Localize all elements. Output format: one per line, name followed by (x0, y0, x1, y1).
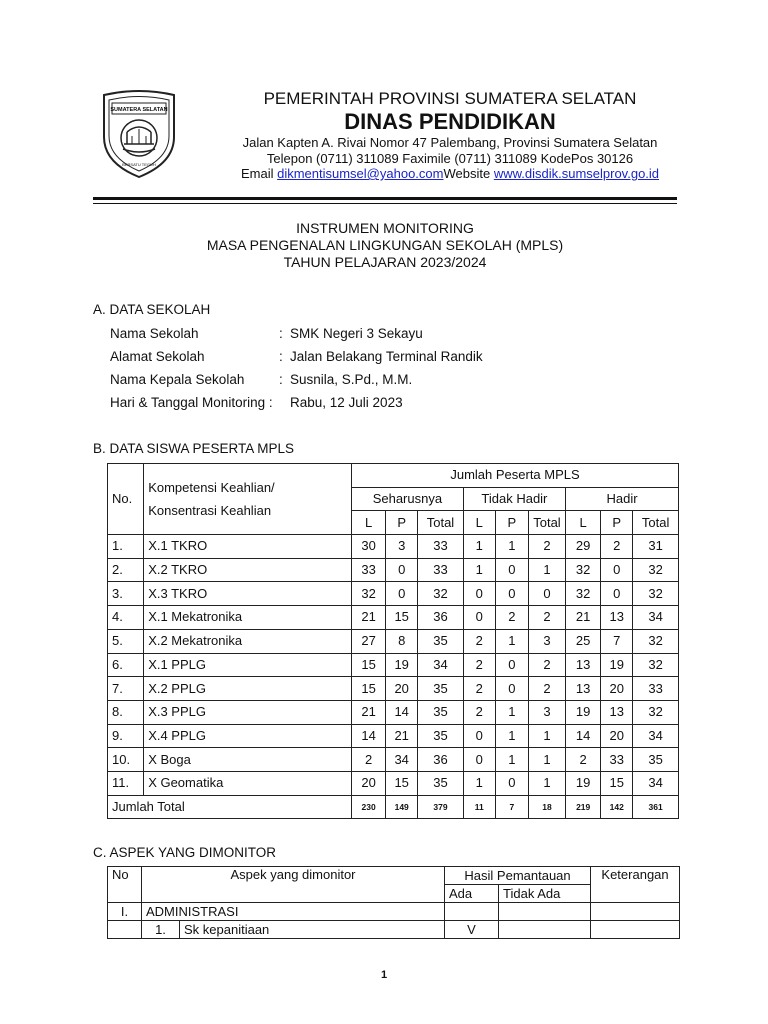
principal-colon: : (279, 372, 283, 387)
row-value: 13 (566, 677, 601, 701)
aspect-item-no: 1. (142, 921, 180, 939)
sub-seharusnya: Seharusnya (352, 487, 464, 511)
table-row (108, 653, 679, 677)
student-data-table (107, 463, 679, 819)
table-row (108, 558, 679, 582)
row-value: 1 (463, 558, 495, 582)
row-value: 35 (633, 748, 679, 772)
aspect-col-ket: Keterangan (591, 867, 680, 903)
total-value: 361 (633, 795, 679, 819)
row-value: 2 (463, 629, 495, 653)
row-value: 27 (352, 629, 386, 653)
aspect-col-tidak-ada: Tidak Ada (499, 885, 591, 903)
row-value: 0 (495, 653, 528, 677)
doc-title-line2: MASA PENGENALAN LINGKUNGAN SEKOLAH (MPLS) (206, 237, 564, 253)
aspect-col-name: Aspek yang dimonitor (142, 867, 445, 903)
monitoring-date-label: Hari & Tanggal Monitoring : (110, 395, 273, 410)
row-value: 15 (601, 771, 633, 795)
col-p: P (386, 511, 418, 535)
school-address-value: Jalan Belakang Terminal Randik (290, 349, 483, 364)
row-value: 35 (418, 629, 464, 653)
row-value: 19 (566, 771, 601, 795)
header-rule-thin (93, 203, 677, 204)
aspect-group-ada (445, 903, 499, 921)
row-no: 8. (108, 700, 144, 724)
row-value: 19 (386, 653, 418, 677)
school-name-value: SMK Negeri 3 Sekayu (290, 326, 423, 341)
row-value: 0 (495, 677, 528, 701)
row-value: 35 (418, 677, 464, 701)
row-value: 20 (601, 724, 633, 748)
row-value: 3 (528, 700, 565, 724)
row-value: 2 (463, 653, 495, 677)
row-value: 15 (386, 771, 418, 795)
row-value: 2 (495, 606, 528, 630)
table-row (108, 677, 679, 701)
row-no: 5. (108, 629, 144, 653)
section-b-heading: B. DATA SISWA PESERTA MPLS (93, 441, 295, 456)
row-value: 34 (633, 771, 679, 795)
row-value: 2 (601, 535, 633, 559)
row-name: X Geomatika (144, 771, 352, 795)
total-value: 230 (352, 795, 386, 819)
aspect-item-ket (591, 921, 680, 939)
row-value: 1 (528, 724, 565, 748)
table-row (108, 700, 679, 724)
col-l: L (463, 511, 495, 535)
row-value: 34 (418, 653, 464, 677)
table-row (108, 771, 679, 795)
row-value: 0 (601, 558, 633, 582)
row-value: 0 (463, 724, 495, 748)
row-value: 1 (528, 748, 565, 772)
row-value: 21 (566, 606, 601, 630)
row-value: 1 (495, 724, 528, 748)
table-row (108, 748, 679, 772)
row-value: 1 (495, 700, 528, 724)
aspect-item-blank (108, 921, 142, 939)
row-value: 35 (418, 724, 464, 748)
row-value: 32 (633, 700, 679, 724)
row-value: 32 (566, 558, 601, 582)
row-value: 15 (386, 606, 418, 630)
aspect-item-ada: V (445, 921, 499, 939)
table-row (108, 724, 679, 748)
aspect-col-ada: Ada (445, 885, 499, 903)
doc-title-line3: TAHUN PELAJARAN 2023/2024 (283, 254, 487, 270)
row-value: 0 (386, 582, 418, 606)
row-value: 33 (633, 677, 679, 701)
row-value: 35 (418, 771, 464, 795)
row-value: 1 (463, 771, 495, 795)
row-no: 10. (108, 748, 144, 772)
row-value: 0 (601, 582, 633, 606)
doc-title-line1: INSTRUMEN MONITORING (296, 220, 474, 236)
row-value: 31 (633, 535, 679, 559)
total-value: 11 (463, 795, 495, 819)
row-value: 32 (633, 629, 679, 653)
row-value: 34 (633, 724, 679, 748)
row-value: 21 (352, 606, 386, 630)
row-no: 4. (108, 606, 144, 630)
total-value: 7 (495, 795, 528, 819)
row-value: 1 (528, 771, 565, 795)
row-value: 3 (528, 629, 565, 653)
row-value: 14 (352, 724, 386, 748)
total-value: 142 (601, 795, 633, 819)
col-komp-line2: Konsentrasi Keahlian (148, 503, 272, 519)
total-value: 149 (386, 795, 418, 819)
sub-hadir: Hadir (566, 487, 679, 511)
row-no: 6. (108, 653, 144, 677)
aspect-item-tidak-ada (499, 921, 591, 939)
table-row (108, 606, 679, 630)
row-no: 2. (108, 558, 144, 582)
row-value: 0 (463, 582, 495, 606)
row-value: 32 (633, 582, 679, 606)
row-no: 9. (108, 724, 144, 748)
row-no: 11. (108, 771, 144, 795)
header-rule-thick (93, 197, 677, 200)
row-value: 14 (566, 724, 601, 748)
email-label: Email (240, 166, 278, 181)
row-value: 2 (528, 535, 565, 559)
row-value: 3 (386, 535, 418, 559)
school-address-colon: : (279, 349, 283, 364)
row-name: X.1 PPLG (144, 653, 352, 677)
row-value: 32 (566, 582, 601, 606)
school-address-label: Alamat Sekolah (110, 349, 205, 364)
row-name: X.2 Mekatronika (144, 629, 352, 653)
row-name: X.2 TKRO (144, 558, 352, 582)
row-value: 2 (463, 700, 495, 724)
website-link[interactable]: www.disdik.sumselprov.go.id (493, 166, 660, 181)
total-value: 18 (528, 795, 565, 819)
col-komp-header (144, 464, 352, 535)
row-value: 2 (566, 748, 601, 772)
row-value: 20 (386, 677, 418, 701)
col-no-header: No. (108, 464, 144, 535)
col-group-header: Jumlah Peserta MPLS (352, 464, 679, 488)
row-value: 20 (352, 771, 386, 795)
aspect-header-row-1 (108, 867, 680, 885)
row-value: 33 (418, 535, 464, 559)
row-value: 34 (633, 606, 679, 630)
row-value: 0 (386, 558, 418, 582)
aspect-item-name: Sk kepanitiaan (180, 921, 445, 939)
row-value: 0 (463, 606, 495, 630)
aspect-table (107, 866, 680, 939)
col-total: Total (418, 511, 464, 535)
principal-value: Susnila, S.Pd., M.M. (290, 372, 413, 387)
header-department: DINAS PENDIDIKAN (344, 109, 556, 134)
col-total: Total (528, 511, 565, 535)
row-name: X Boga (144, 748, 352, 772)
row-value: 0 (495, 558, 528, 582)
row-value: 32 (633, 653, 679, 677)
row-name: X.2 PPLG (144, 677, 352, 701)
header-phone: Telepon (0711) 311089 Faximile (0711) 311089 KodePos 30126 (266, 151, 634, 166)
row-value: 35 (418, 700, 464, 724)
aspect-col-hasil: Hasil Pemantauan (445, 867, 591, 885)
col-p: P (495, 511, 528, 535)
row-value: 30 (352, 535, 386, 559)
row-name: X.1 TKRO (144, 535, 352, 559)
row-value: 13 (566, 653, 601, 677)
aspect-group-ket (591, 903, 680, 921)
total-label: Jumlah Total (108, 795, 352, 819)
school-name-colon: : (279, 326, 283, 341)
col-total: Total (633, 511, 679, 535)
row-value: 19 (566, 700, 601, 724)
aspect-group-row (108, 903, 680, 921)
row-value: 13 (601, 606, 633, 630)
col-p: P (601, 511, 633, 535)
row-value: 13 (601, 700, 633, 724)
logo-text-top: SUMATERA SELATAN (110, 107, 168, 113)
principal-label: Nama Kepala Sekolah (110, 372, 245, 387)
email-link[interactable]: dikmentisumsel@yahoo.com (277, 166, 444, 181)
total-row (108, 795, 679, 819)
row-value: 33 (418, 558, 464, 582)
section-c-heading: C. ASPEK YANG DIMONITOR (93, 845, 277, 860)
col-l: L (352, 511, 386, 535)
col-komp-line1: Kompetensi Keahlian/ (148, 480, 275, 496)
row-value: 34 (386, 748, 418, 772)
table-row (108, 629, 679, 653)
row-value: 36 (418, 606, 464, 630)
section-a-heading: A. DATA SEKOLAH (93, 302, 211, 317)
row-value: 2 (352, 748, 386, 772)
header-government: PEMERINTAH PROVINSI SUMATERA SELATAN (263, 89, 637, 108)
aspect-group-tidak-ada (499, 903, 591, 921)
aspect-group-name: ADMINISTRASI (142, 903, 445, 921)
logo-text-bottom: BERSATU TEGUH (122, 162, 156, 167)
table-row (108, 535, 679, 559)
aspect-col-no: No (108, 867, 142, 903)
row-no: 1. (108, 535, 144, 559)
row-value: 1 (463, 535, 495, 559)
row-value: 32 (418, 582, 464, 606)
table-header-row-1 (108, 464, 679, 488)
row-value: 21 (386, 724, 418, 748)
row-value: 14 (386, 700, 418, 724)
website-label: Website (443, 166, 494, 181)
monitoring-date-value: Rabu, 12 Juli 2023 (290, 395, 403, 410)
row-value: 1 (495, 629, 528, 653)
row-value: 36 (418, 748, 464, 772)
row-no: 3. (108, 582, 144, 606)
row-value: 0 (528, 582, 565, 606)
row-value: 29 (566, 535, 601, 559)
row-value: 20 (601, 677, 633, 701)
total-value: 219 (566, 795, 601, 819)
row-value: 21 (352, 700, 386, 724)
row-value: 7 (601, 629, 633, 653)
row-value: 19 (601, 653, 633, 677)
row-value: 15 (352, 653, 386, 677)
row-name: X.1 Mekatronika (144, 606, 352, 630)
page-number: 1 (380, 969, 388, 981)
row-value: 1 (495, 535, 528, 559)
school-name-label: Nama Sekolah (110, 326, 199, 341)
row-value: 33 (352, 558, 386, 582)
row-value: 25 (566, 629, 601, 653)
aspect-item-row (108, 921, 680, 939)
total-value: 379 (418, 795, 464, 819)
row-value: 0 (495, 582, 528, 606)
province-logo (96, 89, 182, 179)
row-value: 2 (528, 677, 565, 701)
sub-tidak-hadir: Tidak Hadir (463, 487, 565, 511)
header-address: Jalan Kapten A. Rivai Nomor 47 Palembang, Provinsi Sumatera Selatan (242, 135, 658, 150)
row-value: 1 (528, 558, 565, 582)
row-no: 7. (108, 677, 144, 701)
row-value: 33 (601, 748, 633, 772)
col-l: L (566, 511, 601, 535)
row-name: X.3 TKRO (144, 582, 352, 606)
row-name: X.3 PPLG (144, 700, 352, 724)
row-value: 2 (463, 677, 495, 701)
row-value: 32 (633, 558, 679, 582)
row-value: 2 (528, 606, 565, 630)
row-value: 2 (528, 653, 565, 677)
header-contact (190, 166, 710, 182)
row-name: X.4 PPLG (144, 724, 352, 748)
row-value: 0 (463, 748, 495, 772)
row-value: 1 (495, 748, 528, 772)
row-value: 32 (352, 582, 386, 606)
aspect-group-no: I. (108, 903, 142, 921)
row-value: 8 (386, 629, 418, 653)
table-row (108, 582, 679, 606)
row-value: 15 (352, 677, 386, 701)
row-value: 0 (495, 771, 528, 795)
